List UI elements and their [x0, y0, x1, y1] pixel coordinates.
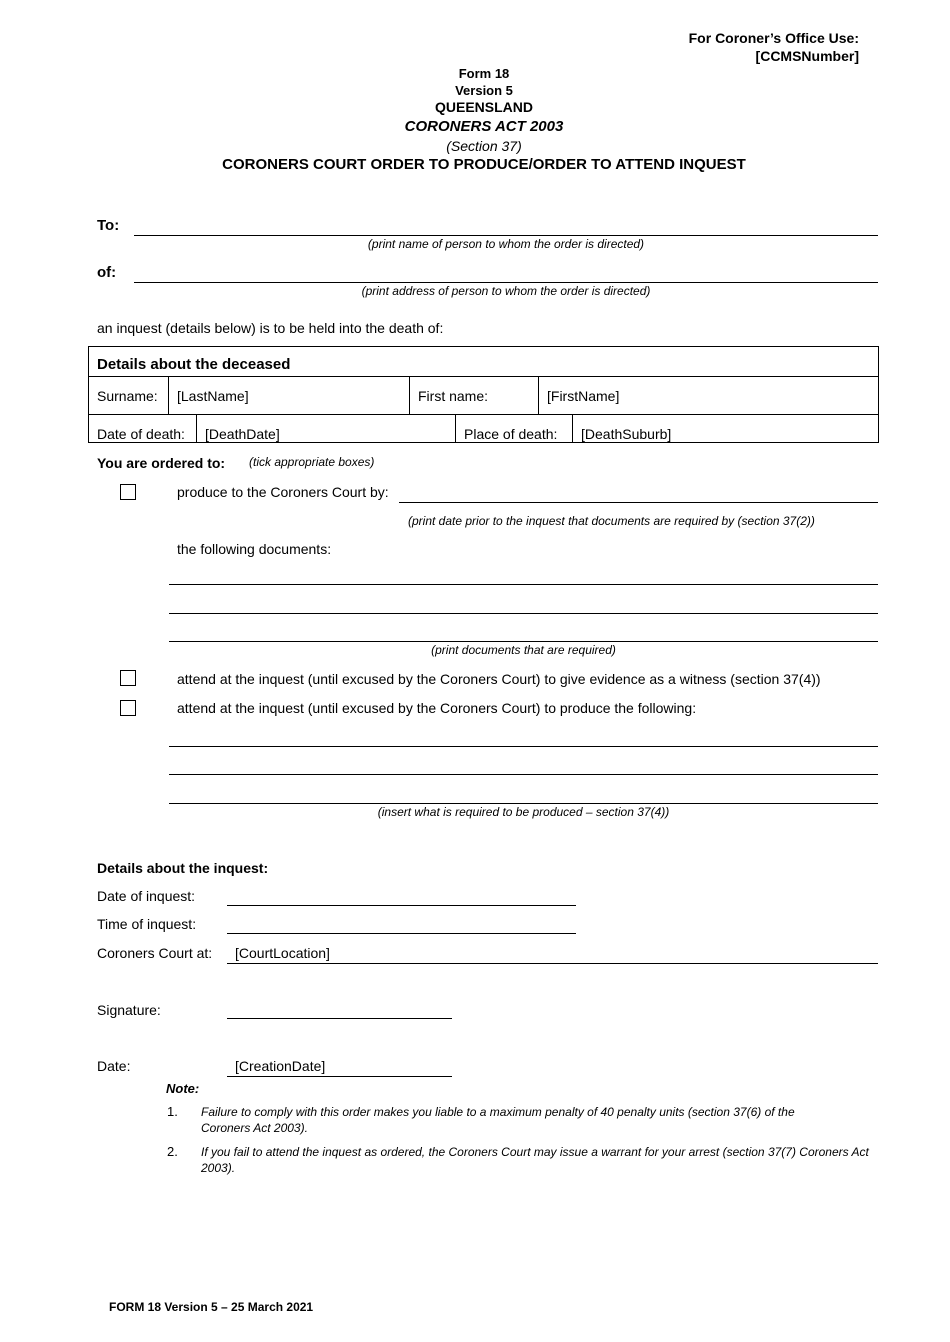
attend-witness-checkbox[interactable] [120, 670, 136, 686]
first-name-label: First name: [409, 377, 538, 414]
attend-produce-checkbox[interactable] [120, 700, 136, 716]
note-number: 1. [167, 1104, 178, 1119]
section-ref: (Section 37) [446, 138, 522, 154]
ccms-number: [CCMSNumber] [755, 48, 859, 64]
form-number: Form 18 [458, 66, 510, 81]
inquest-date-field[interactable] [227, 904, 576, 906]
to-label: To: [97, 217, 120, 234]
deceased-details-table [88, 346, 879, 443]
signature-field[interactable] [227, 1017, 452, 1019]
attend-witness-label: attend at the inquest (until excused by the Coroners Court) to give evidence as a witness (section 37(4)) [177, 671, 821, 687]
documents-line-2[interactable] [169, 612, 878, 614]
court-label: Coroners Court at: [97, 945, 213, 961]
produce-checkbox[interactable] [120, 484, 136, 500]
documents-line-1[interactable] [169, 583, 878, 585]
act-name: CORONERS ACT 2003 [404, 118, 564, 135]
documents-line-3[interactable] [169, 640, 878, 642]
footer-form-version: FORM 18 Version 5 – 25 March 2021 [109, 1300, 314, 1314]
produce-by-date-field[interactable] [399, 501, 878, 503]
produce-label: produce to the Coroners Court by: [177, 484, 389, 500]
place-of-death-label: Place of death: [455, 415, 572, 442]
inquest-time-field[interactable] [227, 932, 576, 934]
inquest-date-label: Date of inquest: [97, 888, 196, 904]
first-name-value: [FirstName] [538, 377, 878, 414]
date-label: Date: [97, 1058, 131, 1074]
orders-heading: You are ordered to: [97, 455, 226, 471]
of-label: of: [97, 264, 117, 281]
office-use-label: For Coroner’s Office Use: [688, 30, 859, 46]
signature-label: Signature: [97, 1002, 161, 1018]
inquest-time-label: Time of inquest: [97, 916, 197, 932]
documents-label: the following documents: [177, 541, 332, 557]
creation-date-value: [CreationDate] [235, 1058, 326, 1074]
court-value: [CourtLocation] [235, 945, 330, 961]
intro-text: an inquest (details below) is to be held into the death of: [97, 320, 444, 336]
date-of-death-label: Date of death: [97, 425, 185, 442]
to-caption: (print name of person to whom the order is directed) [367, 237, 645, 251]
to-name-field[interactable] [134, 234, 878, 236]
court-field[interactable] [227, 962, 878, 964]
documents-caption: (print documents that are required) [431, 643, 616, 657]
state-name: QUEENSLAND [434, 99, 533, 115]
surname-value: [LastName] [168, 377, 409, 414]
surname-label: Surname: [97, 387, 158, 404]
place-of-death-value: [DeathSuburb] [572, 415, 878, 442]
note-number: 2. [167, 1144, 178, 1159]
of-caption: (print address of person to whom the order is directed) [361, 284, 651, 298]
page-title: CORONERS COURT ORDER TO PRODUCE/ORDER TO ATTEND INQUEST [222, 156, 746, 173]
produce-items-line-2[interactable] [169, 773, 878, 775]
produce-items-line-3[interactable] [169, 802, 878, 804]
note-text: Failure to comply with this order makes you liable to a maximum penalty of 40 penalty units (section 37(6) of the Coroners Act 2003). [201, 1105, 795, 1135]
produce-items-line-1[interactable] [169, 745, 878, 747]
of-address-field[interactable] [134, 281, 878, 283]
produce-items-caption: (insert what is required to be produced – section 37(4)) [377, 805, 670, 819]
deceased-heading: Details about the deceased [97, 356, 291, 373]
inquest-heading: Details about the inquest: [97, 860, 269, 876]
produce-caption: (print date prior to the inquest that documents are required by (section 37(2)) [408, 514, 815, 528]
form-version: Version 5 [455, 83, 513, 98]
date-of-death-value: [DeathDate] [196, 415, 455, 442]
note-text: If you fail to attend the inquest as ordered, the Coroners Court may issue a warrant for your arrest (section 37(7) Coroners Act 2003). [201, 1145, 869, 1175]
note-heading: Note: [166, 1081, 200, 1096]
orders-hint: (tick appropriate boxes) [249, 455, 375, 469]
attend-produce-label: attend at the inquest (until excused by the Coroners Court) to produce the following: [177, 700, 697, 716]
date-field[interactable] [227, 1075, 452, 1077]
